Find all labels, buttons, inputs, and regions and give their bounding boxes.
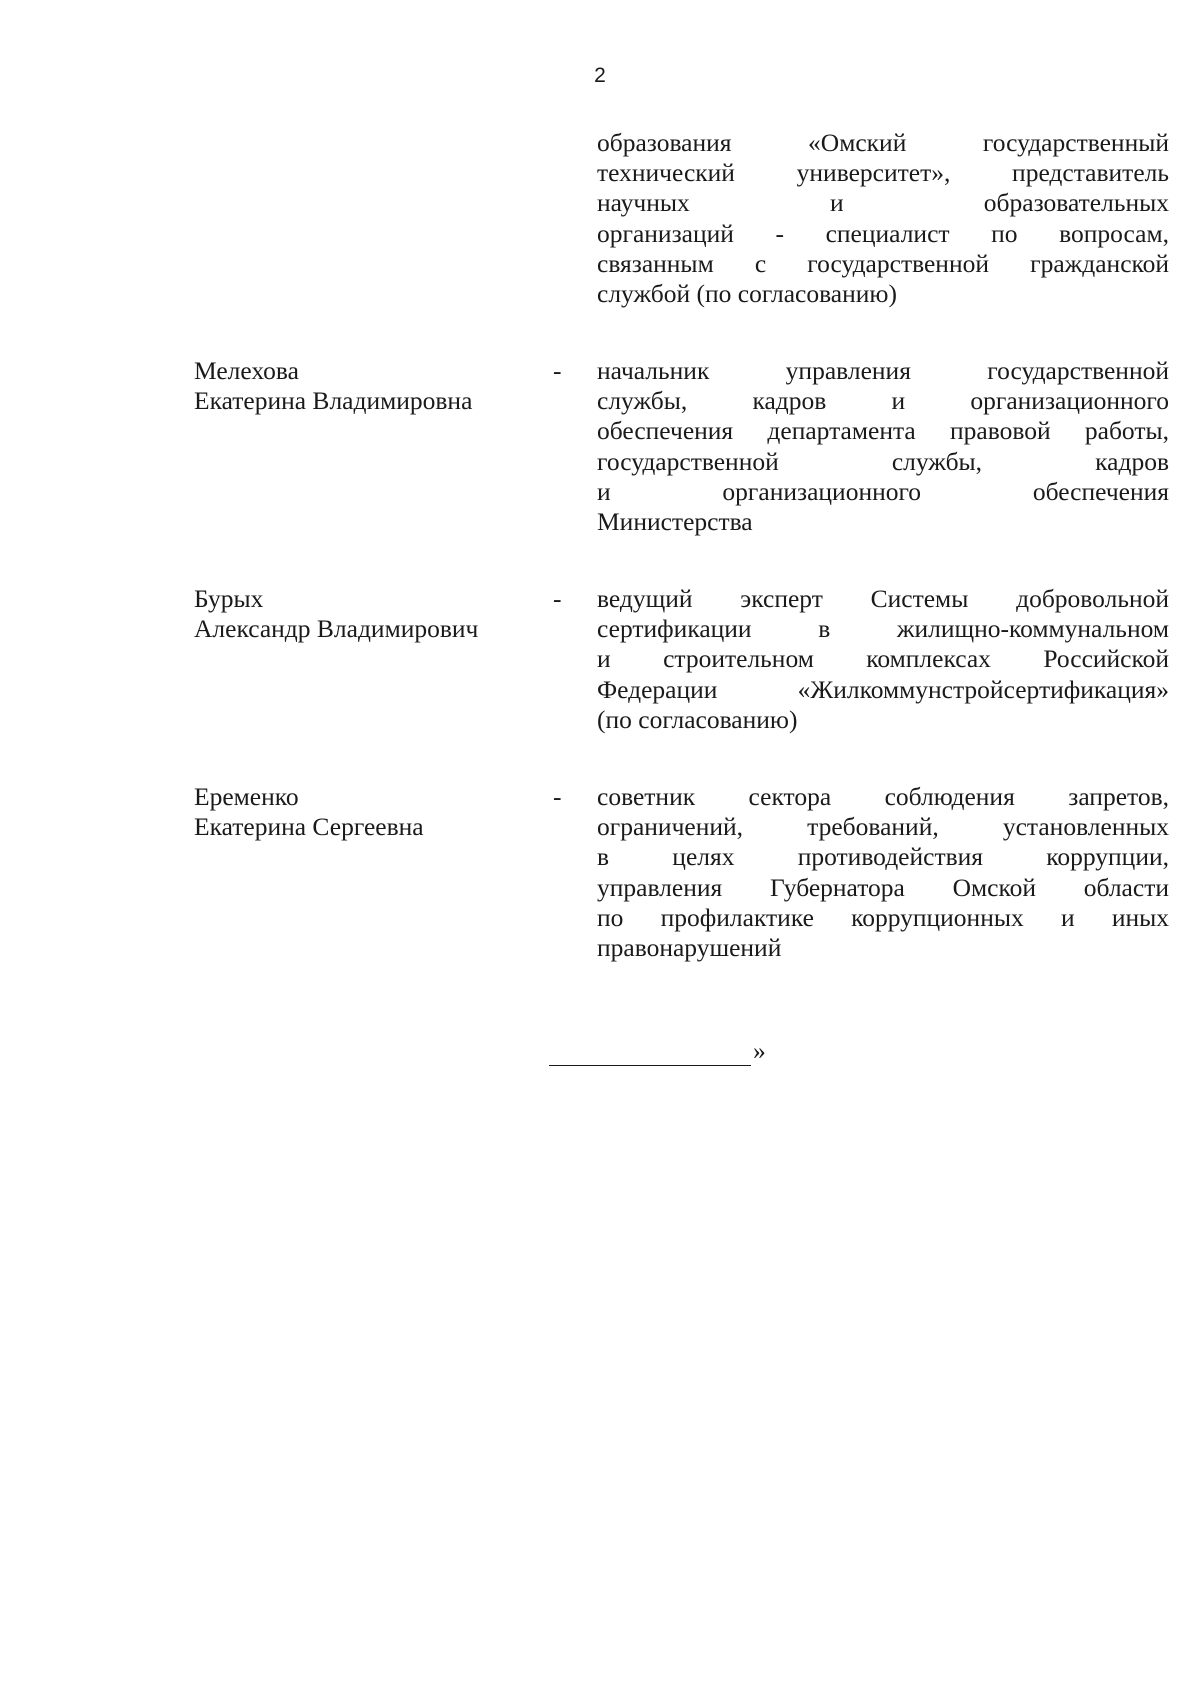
member-description bbox=[597, 584, 1169, 735]
description-line: правонарушений bbox=[597, 933, 782, 963]
closing-quote: » bbox=[753, 1036, 766, 1065]
description-line: научных и образовательных bbox=[597, 188, 1169, 218]
member-description bbox=[597, 356, 1169, 537]
description-line: (по согласованию) bbox=[597, 704, 798, 734]
description-line: по профилактике коррупционных и иных bbox=[597, 902, 1169, 932]
intro-description bbox=[597, 128, 1169, 309]
description-line: ведущий эксперт Системы добровольной bbox=[597, 584, 1169, 613]
member-given-names: Александр Владимирович bbox=[194, 614, 479, 644]
description-line: ограничений, требований, установленных bbox=[597, 812, 1169, 842]
description-line: технический университет», представитель bbox=[597, 158, 1169, 188]
closing-line bbox=[549, 1036, 766, 1066]
description-line: и строительном комплексах Российской bbox=[597, 644, 1169, 674]
description-line: Министерства bbox=[597, 507, 753, 537]
description-line: сертификации в жилищно-коммунальном bbox=[597, 614, 1169, 644]
member-name bbox=[194, 584, 534, 644]
member-dash: - bbox=[553, 584, 562, 613]
description-line: начальник управления государственной bbox=[597, 356, 1169, 385]
member-given-names: Екатерина Сергеевна bbox=[194, 812, 424, 842]
description-line: связанным с государственной гражданской bbox=[597, 248, 1169, 278]
description-line: в целях противодействия коррупции, bbox=[597, 842, 1169, 872]
member-given-names: Екатерина Владимировна bbox=[194, 386, 473, 416]
closing-rule bbox=[549, 1041, 751, 1066]
description-line: государственной службы, кадров bbox=[597, 446, 1169, 476]
member-dash: - bbox=[553, 356, 562, 385]
description-line: службы, кадров и организационного bbox=[597, 386, 1169, 416]
member-name bbox=[194, 782, 534, 842]
member-surname: Бурых bbox=[194, 584, 264, 613]
description-line: советник сектора соблюдения запретов, bbox=[597, 782, 1169, 811]
description-line: управления Губернатора Омской области bbox=[597, 872, 1169, 902]
description-line: обеспечения департамента правовой работы, bbox=[597, 416, 1169, 446]
member-description bbox=[597, 782, 1169, 963]
description-line: организаций - специалист по вопросам, bbox=[597, 218, 1169, 248]
description-line: службой (по согласованию) bbox=[597, 279, 897, 309]
page-number: 2 bbox=[594, 64, 606, 87]
member-surname: Мелехова bbox=[194, 356, 299, 385]
member-surname: Еременко bbox=[194, 782, 299, 811]
description-line: Федерации «Жилкоммунстройсертификация» bbox=[597, 674, 1169, 704]
description-line: образования «Омский государственный bbox=[597, 128, 1169, 157]
description-line: и организационного обеспечения bbox=[597, 476, 1169, 506]
member-dash: - bbox=[553, 782, 562, 811]
member-name bbox=[194, 356, 534, 416]
